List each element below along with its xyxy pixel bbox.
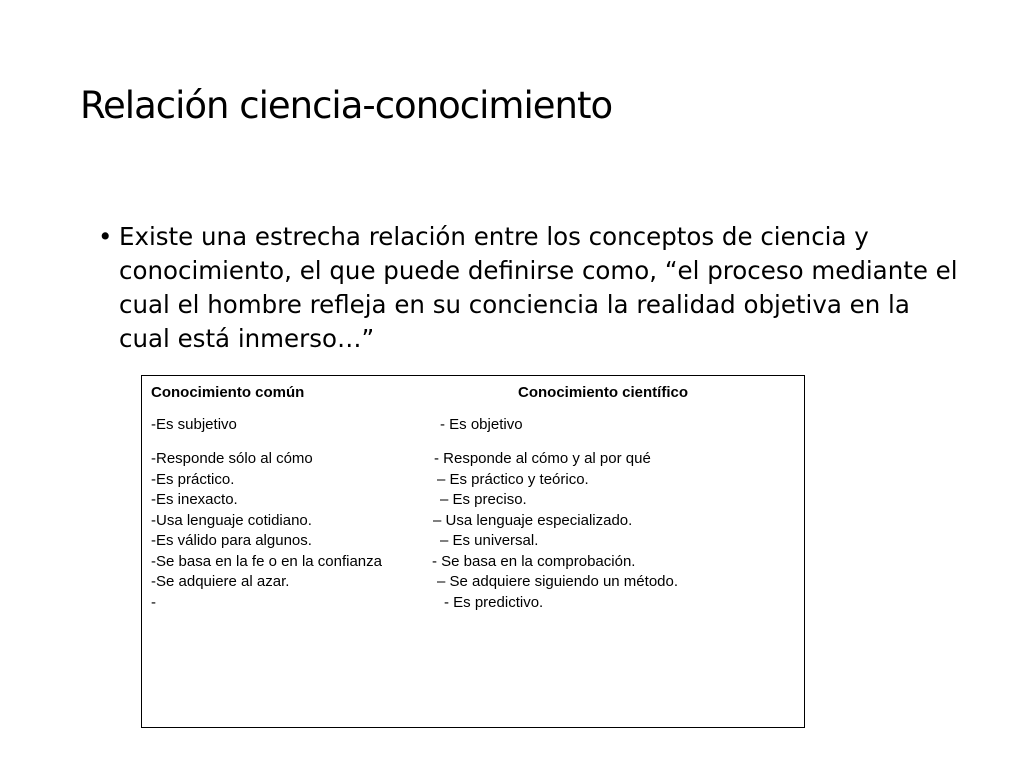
cell-scientific: – Es práctico y teórico.	[437, 470, 589, 488]
cell-scientific: – Es universal.	[440, 532, 539, 549]
cell-common: -Se basa en la fe o en la confianza	[151, 552, 382, 570]
cell-common: -Usa lenguaje cotidiano.	[151, 511, 312, 529]
cell-common: -Se adquiere al azar.	[151, 573, 290, 590]
cell-scientific: - Responde al cómo y al por qué	[434, 450, 651, 467]
cell-common-subjective: -Es subjetivo	[151, 416, 237, 433]
bullet-marker: •	[98, 222, 113, 251]
bullet-point	[98, 220, 968, 356]
cell-scientific: - Se basa en la comprobación.	[432, 552, 636, 570]
comparison-table	[141, 375, 805, 728]
header-scientific-knowledge: Conocimiento científico	[518, 384, 689, 401]
slide-title: Relación ciencia-conocimiento	[80, 84, 613, 127]
cell-common: -Es inexacto.	[151, 491, 238, 508]
cell-scientific-objective: - Es objetivo	[440, 416, 523, 433]
cell-common: -Responde sólo al cómo	[151, 450, 313, 467]
cell-scientific: – Es preciso.	[440, 491, 527, 508]
cell-common: -Es práctico.	[151, 470, 235, 488]
cell-scientific: - Es predictivo.	[444, 593, 544, 611]
bullet-text: Existe una estrecha relación entre los conceptos de ciencia y conocimiento, el que puede definirse como, “el proceso mediante el cual el hombre refleja en su conciencia la realidad objetiva en la cual está inmerso…”	[119, 222, 958, 353]
header-common-knowledge: Conocimiento común	[151, 384, 305, 401]
cell-scientific: – Usa lenguaje especializado.	[433, 511, 633, 529]
cell-scientific: – Se adquiere siguiendo un método.	[437, 573, 679, 590]
cell-common: -Es válido para algunos.	[151, 532, 312, 549]
cell-common: -	[151, 593, 156, 611]
